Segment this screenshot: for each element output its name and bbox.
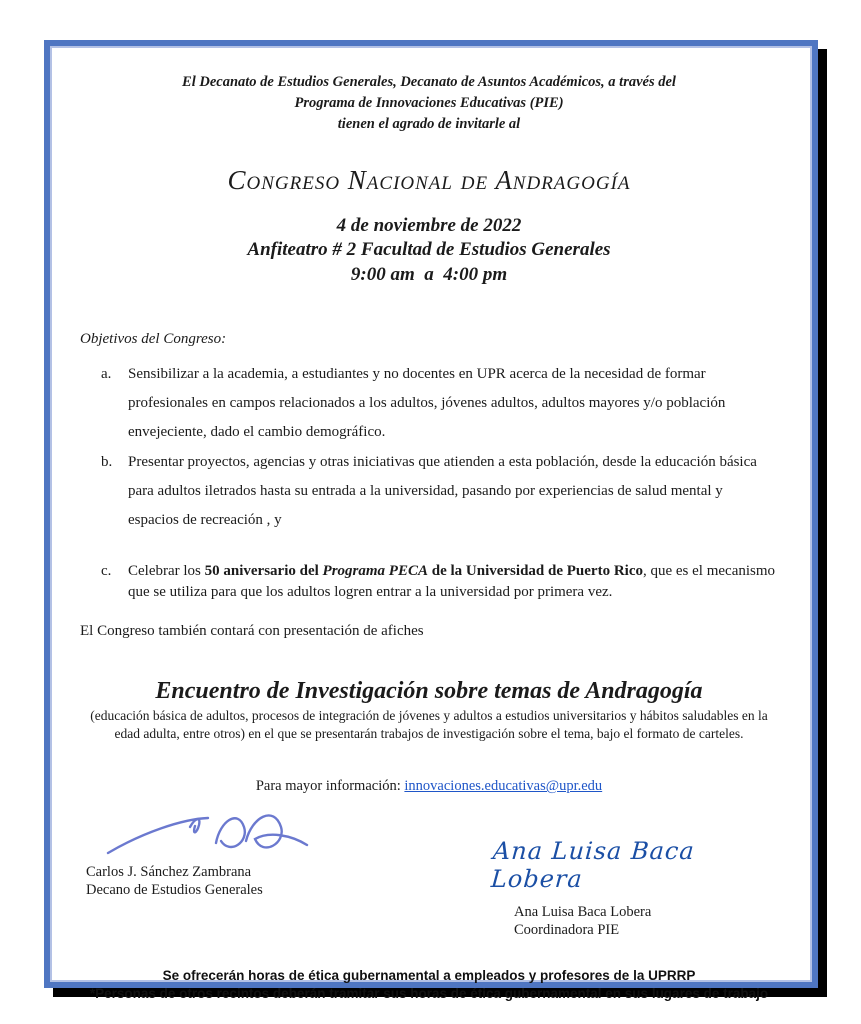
list-item <box>101 448 778 536</box>
text-segment-bold: de la Universidad de Puerto Rico <box>427 563 643 580</box>
intro-line-3: tienen el agrado de invitarle al <box>337 116 521 133</box>
text-segment: Celebrar los <box>128 563 205 580</box>
signatures-row <box>80 809 778 939</box>
handwritten-signature-icon <box>104 809 314 861</box>
signer-right <box>514 903 778 939</box>
signer-left-title: Decano de Estudios Generales <box>86 882 263 899</box>
text-segment: , que es el mecanismo que se utiliza para que los adultos logren entrar a la universidad por primera vez. <box>128 563 776 601</box>
signer-left <box>86 863 314 899</box>
intro-block <box>80 72 778 135</box>
objectives-heading: Objetivos del Congreso: <box>80 330 227 347</box>
list-item-marker: b. <box>101 453 113 470</box>
list-item-marker: a. <box>101 365 112 382</box>
signer-right-name: Ana Luisa Baca Lobera <box>514 904 652 921</box>
afiches-note: El Congreso también contará con presentación de afiches <box>80 622 424 639</box>
list-item-marker: c. <box>101 563 112 580</box>
objectives-list <box>80 360 778 603</box>
footer-line-2: *Personas de otros recintos deberán tramitar sus horas de ética gubernamental en sus lugares de trabajo <box>89 986 769 1002</box>
list-item-text <box>128 561 778 602</box>
event-time: 9:00 am a 4:00 pm <box>350 263 508 285</box>
contact-line <box>80 778 778 795</box>
list-item-text: Sensibilizar a la academia, a estudiantes y no docentes en UPR acerca de la necesidad de formar profesionales en campos relacionados a los adultos, jóvenes adultos, adultos mayores y/o población envejeciente, dado el cambio demográfico. <box>128 365 726 441</box>
signer-right-title: Coordinadora PIE <box>514 922 620 939</box>
page-title: Congreso Nacional de Andragogía <box>227 165 631 196</box>
contact-label: Para mayor información: <box>255 778 401 795</box>
footer-note <box>80 967 778 1003</box>
list-item <box>101 561 778 602</box>
encuentro-title: Encuentro de Investigación sobre temas de Andragogía <box>155 677 703 704</box>
text-segment-bold-italic: Programa PECA <box>322 563 428 580</box>
list-item-text: Presentar proyectos, agencias y otras iniciativas que atienden a esta población, desde la educación básica para adultos iletrados hasta su entrada a la universidad, pasando por experiencias de salud mental y espacios de recreación , y <box>128 453 757 529</box>
contact-email-link[interactable]: innovaciones.educativas@upr.edu <box>404 778 603 795</box>
text-segment-bold: 50 aniversario del <box>204 563 323 580</box>
list-item <box>101 360 778 448</box>
intro-line-1: El Decanato de Estudios Generales, Decanato de Asuntos Académicos, a través del <box>182 74 676 90</box>
intro-line-2: Programa de Innovaciones Educativas (PIE) <box>294 95 564 112</box>
event-details <box>80 214 778 287</box>
event-date: 4 de noviembre de 2022 <box>336 215 522 237</box>
signer-left-name: Carlos J. Sánchez Zambrana <box>86 864 252 881</box>
document-content <box>50 46 812 1002</box>
footer-line-1: Se ofrecerán horas de ética gubernamental a empleados y profesores de la UPRRP <box>162 968 696 984</box>
document-frame <box>44 40 818 1002</box>
encuentro-description: (educación básica de adultos, procesos de integración de jóvenes y adultos a estudios universitarios y hábitos saludables en la edad adulta, entre otros) en el que se presentarán trabajos de investigación sobre el tema, bajo el formato de carteles. <box>90 707 768 742</box>
signature-block-right <box>492 837 778 939</box>
signature-block-left <box>86 809 314 899</box>
event-venue: Anfiteatro # 2 Facultad de Estudios Generales <box>247 239 611 261</box>
script-signature: Ana Luisa Baca Lobera <box>490 837 696 894</box>
